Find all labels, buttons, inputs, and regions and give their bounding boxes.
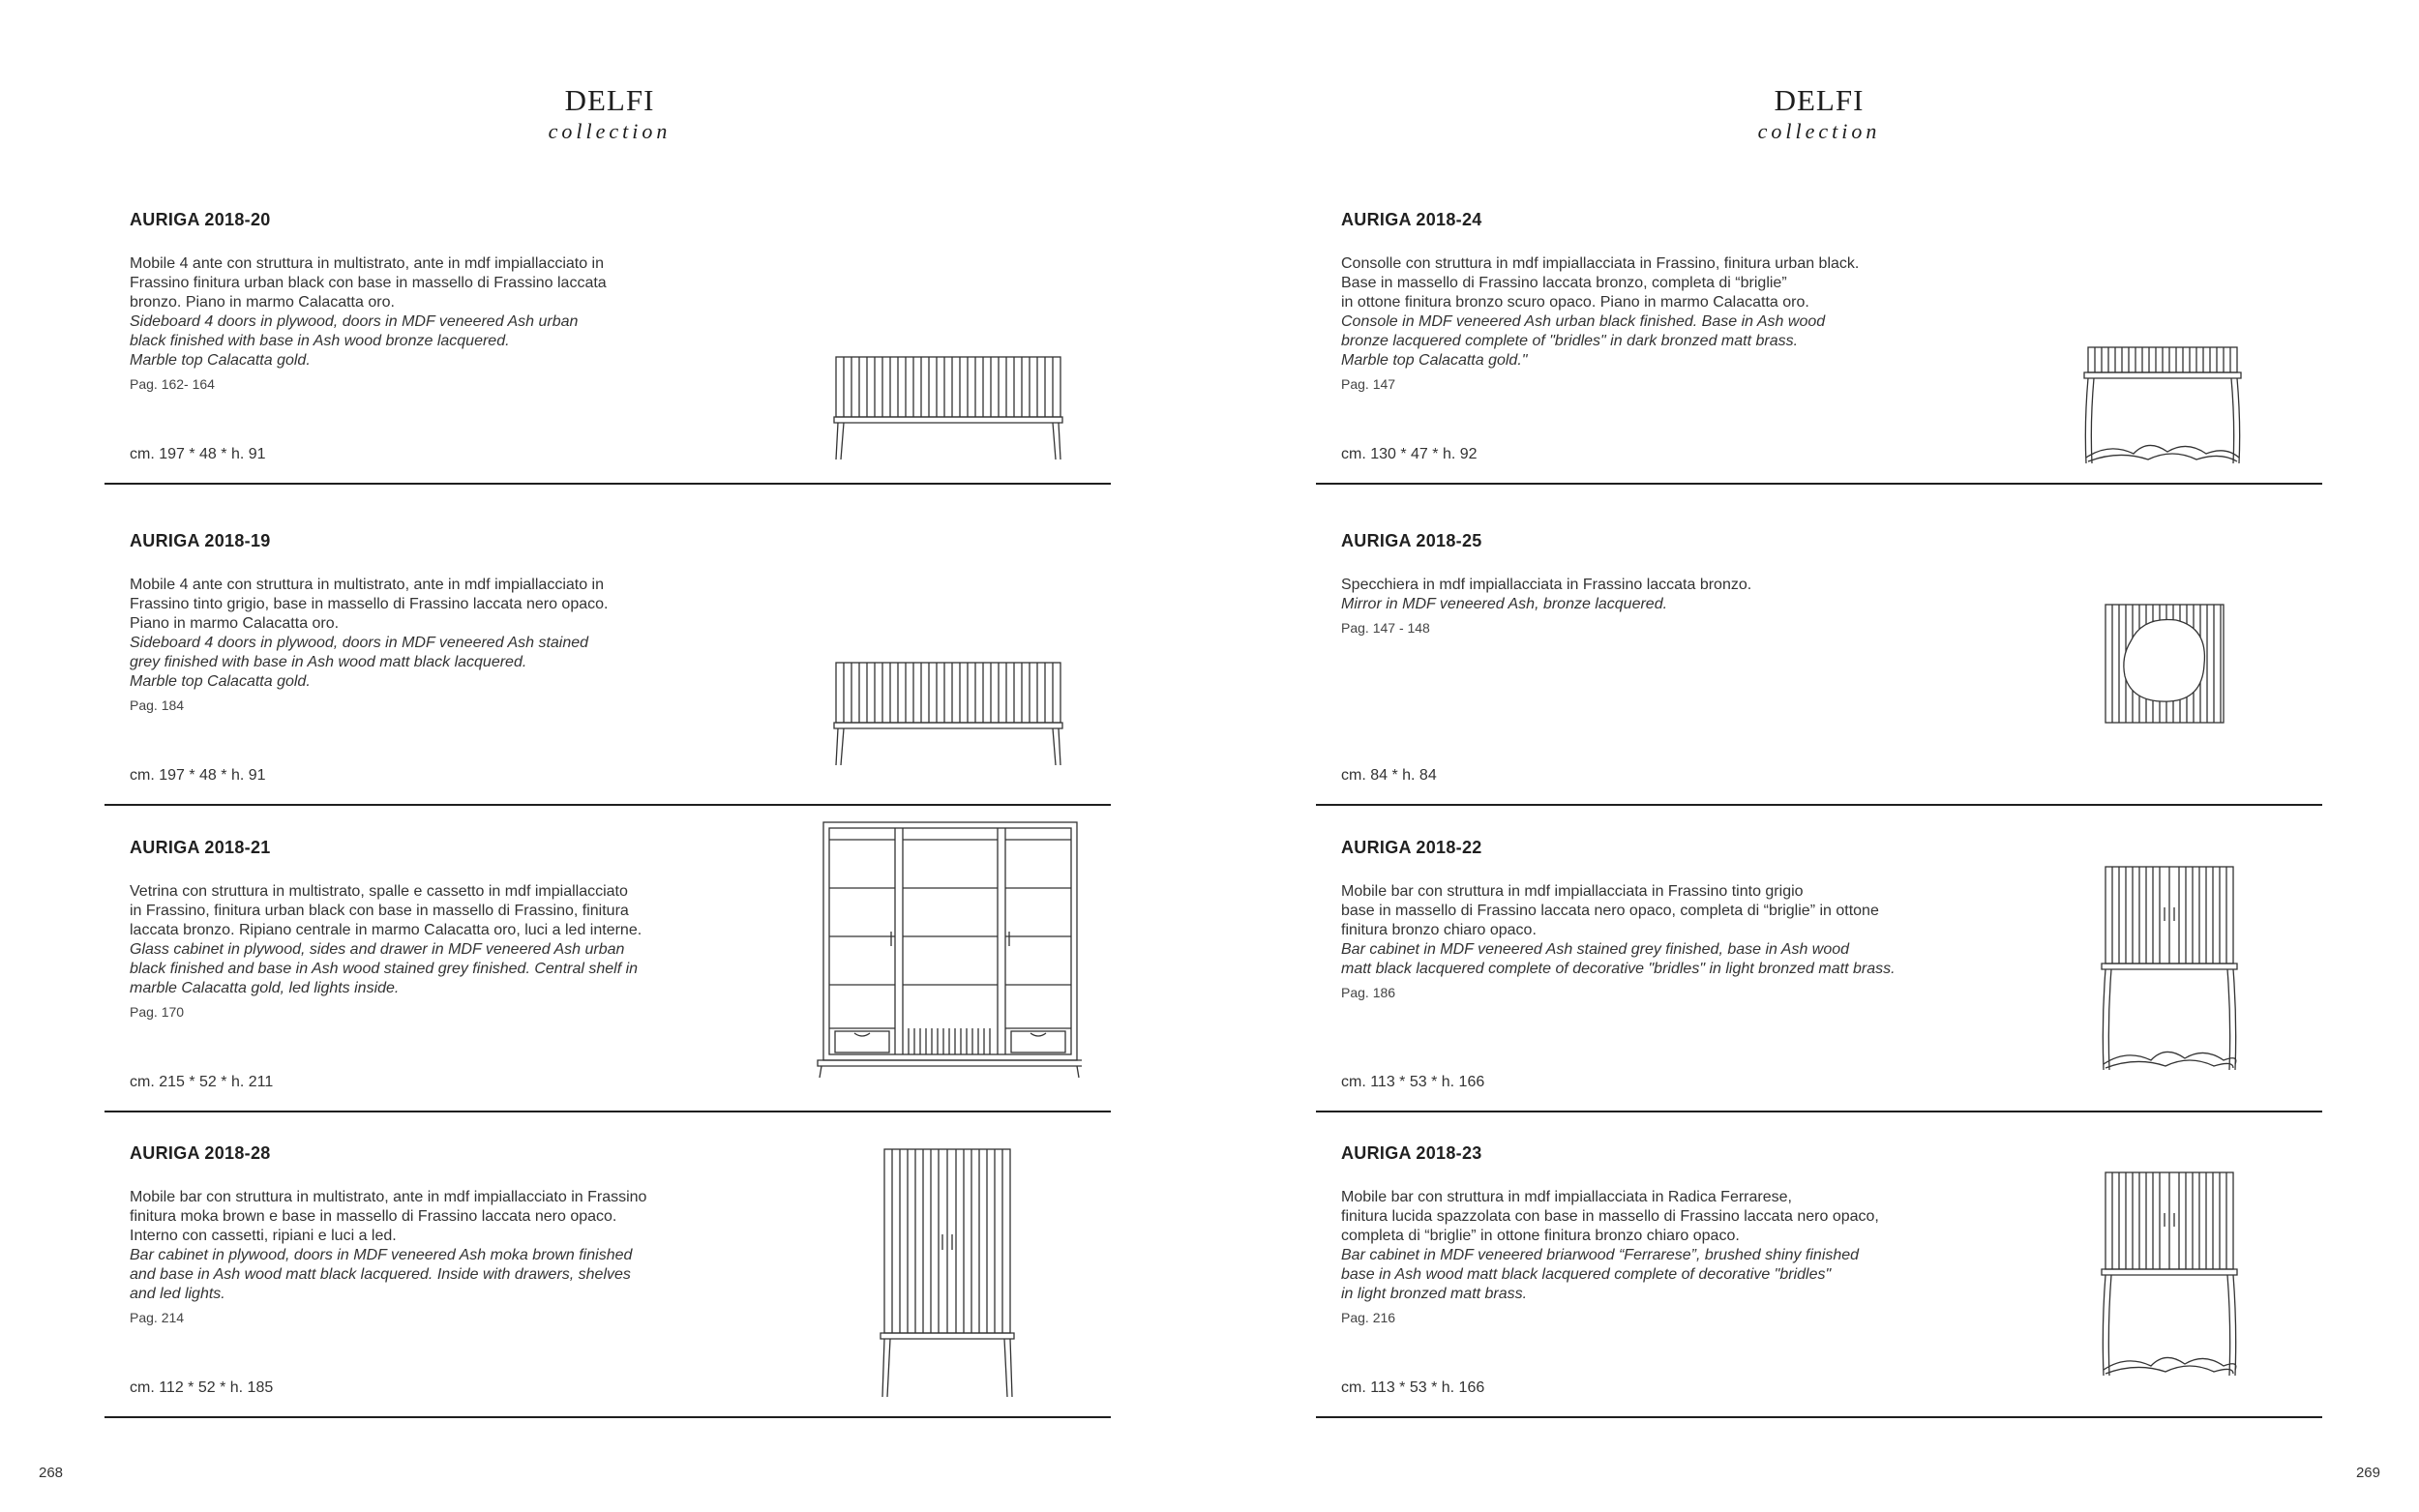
product-title: AURIGA 2018-25 (1341, 531, 1482, 550)
product-card (105, 514, 1111, 821)
section-divider (1316, 1416, 2322, 1418)
page-reference: Pag. 186 (1341, 985, 1396, 1000)
section-divider (1316, 483, 2322, 485)
desc-line-en: bronze lacquered complete of "bridles" in dark bronzed matt brass. (1341, 333, 1799, 349)
section-divider (105, 1111, 1111, 1112)
desc-line: Mobile 4 ante con struttura in multistrato, ante in mdf impiallacciato in (130, 577, 605, 593)
product-dimensions: cm. 215 * 52 * h. 211 (130, 1074, 274, 1090)
desc-line-en: Bar cabinet in MDF veneered Ash stained grey finished, base in Ash wood (1341, 941, 1850, 958)
bar-cabinet-drawing-icon (875, 1147, 1020, 1399)
product-card (1316, 820, 2322, 1128)
product-card (1316, 193, 2322, 500)
bar-cabinet-stand-drawing-icon (2098, 865, 2241, 1073)
product-dimensions: cm. 197 * 48 * h. 91 (130, 767, 266, 784)
desc-line: Specchiera in mdf impiallacciata in Frassino laccata bronzo. (1341, 577, 1752, 593)
desc-line: Frassino finitura urban black con base in massello di Frassino laccata (130, 275, 607, 291)
collection-subtitle: collection (548, 119, 672, 143)
desc-line-en: and led lights. (130, 1286, 225, 1302)
desc-line: laccata bronzo. Ripiano centrale in marmo Calacatta oro, luci a led interne. (130, 922, 642, 938)
page-reference: Pag. 184 (130, 697, 185, 713)
desc-line: finitura bronzo chiaro opaco. (1341, 922, 1537, 938)
section-divider (105, 483, 1111, 485)
product-title: AURIGA 2018-19 (130, 531, 271, 550)
desc-line-en: Marble top Calacatta gold." (1341, 352, 1528, 369)
console-drawing-icon (2080, 345, 2245, 466)
desc-line: Piano in marmo Calacatta oro. (130, 615, 340, 632)
desc-line: Mobile bar con struttura in multistrato, ante in mdf impiallacciato in Frassino (130, 1189, 647, 1205)
product-description (130, 254, 730, 394)
product-title: AURIGA 2018-20 (130, 210, 271, 229)
desc-line-en: black finished and base in Ash wood stained grey finished. Central shelf in (130, 961, 639, 977)
product-dimensions: cm. 197 * 48 * h. 91 (130, 446, 266, 462)
product-description (1341, 882, 1941, 1002)
desc-line: finitura moka brown e base in massello di Frassino laccata nero opaco. (130, 1208, 617, 1225)
desc-line: Interno con cassetti, ripiani e luci a led. (130, 1228, 397, 1244)
product-dimensions: cm. 113 * 53 * h. 166 (1341, 1379, 1485, 1396)
page-number: 268 (39, 1465, 64, 1481)
product-title: AURIGA 2018-21 (130, 838, 271, 857)
collection-subtitle: collection (1757, 119, 1881, 143)
desc-line-en: Marble top Calacatta gold. (130, 352, 311, 369)
desc-line: Frassino tinto grigio, base in massello di Frassino laccata nero opaco. (130, 596, 609, 612)
desc-line-en: marble Calacatta gold, led lights inside. (130, 980, 400, 996)
desc-line: bronzo. Piano in marmo Calacatta oro. (130, 294, 395, 311)
desc-line: base in massello di Frassino laccata nero opaco, completa di “briglie” in ottone (1341, 903, 1879, 919)
page-header (1674, 83, 1964, 145)
desc-line: Consolle con struttura in mdf impiallacciata in Frassino, finitura urban black. (1341, 255, 1860, 272)
right-page (1210, 0, 2419, 1512)
desc-line: finitura lucida spazzolata con base in massello di Frassino laccata nero opaco, (1341, 1208, 1879, 1225)
desc-line-en: Mirror in MDF veneered Ash, bronze lacquered. (1341, 596, 1668, 612)
page-reference: Pag. 147 (1341, 376, 1396, 392)
desc-line-en: Bar cabinet in MDF veneered briarwood “Ferrarese”, brushed shiny finished (1341, 1247, 1860, 1263)
desc-line: Mobile bar con struttura in mdf impiallacciata in Radica Ferrarese, (1341, 1189, 1792, 1205)
desc-line-en: Sideboard 4 doors in plywood, doors in MDF veneered Ash urban (130, 313, 579, 330)
section-divider (1316, 804, 2322, 806)
desc-line-en: matt black lacquered complete of decorative "bridles" in light bronzed matt brass. (1341, 961, 1896, 977)
product-card (1316, 1126, 2322, 1434)
section-divider (105, 804, 1111, 806)
desc-line-en: Console in MDF veneered Ash urban black finished. Base in Ash wood (1341, 313, 1826, 330)
product-description (130, 882, 730, 1022)
desc-line-en: in light bronzed matt brass. (1341, 1286, 1528, 1302)
desc-line-en: Bar cabinet in plywood, doors in MDF veneered Ash moka brown finished (130, 1247, 633, 1263)
sideboard-drawing-icon (832, 355, 1064, 461)
page-header (464, 83, 755, 145)
page-reference: Pag. 216 (1341, 1310, 1396, 1325)
desc-line-en: and base in Ash wood matt black lacquered. Inside with drawers, shelves (130, 1266, 631, 1283)
product-description (130, 576, 730, 715)
product-dimensions: cm. 130 * 47 * h. 92 (1341, 446, 1478, 462)
page-reference: Pag. 147 - 148 (1341, 620, 1430, 636)
mirror-drawing-icon (2104, 603, 2225, 725)
product-dimensions: cm. 112 * 52 * h. 185 (130, 1379, 274, 1396)
desc-line-en: Marble top Calacatta gold. (130, 673, 311, 690)
page-reference: Pag. 170 (130, 1004, 185, 1020)
product-title: AURIGA 2018-24 (1341, 210, 1482, 229)
product-card (105, 1126, 1111, 1434)
product-title: AURIGA 2018-23 (1341, 1143, 1482, 1163)
section-divider (105, 1416, 1111, 1418)
page-reference: Pag. 162- 164 (130, 376, 215, 392)
product-dimensions: cm. 84 * h. 84 (1341, 767, 1437, 784)
desc-line-en: base in Ash wood matt black lacquered complete of decorative "bridles" (1341, 1266, 1832, 1283)
page-number: 269 (2355, 1465, 2380, 1481)
product-description (1341, 576, 1941, 637)
product-card (105, 193, 1111, 500)
brand-title: DELFI (564, 83, 655, 117)
brand-title: DELFI (1774, 83, 1865, 117)
glass-cabinet-drawing-icon (816, 820, 1082, 1080)
product-title: AURIGA 2018-22 (1341, 838, 1482, 857)
desc-line: in Frassino, finitura urban black con base in massello di Frassino, finitura (130, 903, 629, 919)
desc-line: Mobile 4 ante con struttura in multistrato, ante in mdf impiallacciato in (130, 255, 605, 272)
product-dimensions: cm. 113 * 53 * h. 166 (1341, 1074, 1485, 1090)
desc-line: Mobile bar con struttura in mdf impiallacciata in Frassino tinto grigio (1341, 883, 1804, 900)
desc-line-en: black finished with base in Ash wood bronze lacquered. (130, 333, 510, 349)
desc-line-en: grey finished with base in Ash wood matt black lacquered. (130, 654, 527, 670)
desc-line: completa di “briglie” in ottone finitura bronzo chiaro opaco. (1341, 1228, 1740, 1244)
desc-line: Vetrina con struttura in multistrato, spalle e cassetto in mdf impiallacciato (130, 883, 628, 900)
bar-cabinet-stand-drawing-icon (2098, 1171, 2241, 1379)
product-description (1341, 254, 1941, 394)
desc-line-en: Sideboard 4 doors in plywood, doors in MDF veneered Ash stained (130, 635, 589, 651)
product-description (130, 1188, 730, 1327)
product-title: AURIGA 2018-28 (130, 1143, 271, 1163)
product-card (105, 820, 1111, 1128)
product-card (1316, 514, 2322, 821)
sideboard-drawing-icon (832, 661, 1064, 767)
product-description (1341, 1188, 1941, 1327)
desc-line: in ottone finitura bronzo scuro opaco. Piano in marmo Calacatta oro. (1341, 294, 1809, 311)
desc-line: Base in massello di Frassino laccata bronzo, completa di “briglie” (1341, 275, 1787, 291)
section-divider (1316, 1111, 2322, 1112)
page-reference: Pag. 214 (130, 1310, 185, 1325)
desc-line-en: Glass cabinet in plywood, sides and drawer in MDF veneered Ash urban (130, 941, 625, 958)
